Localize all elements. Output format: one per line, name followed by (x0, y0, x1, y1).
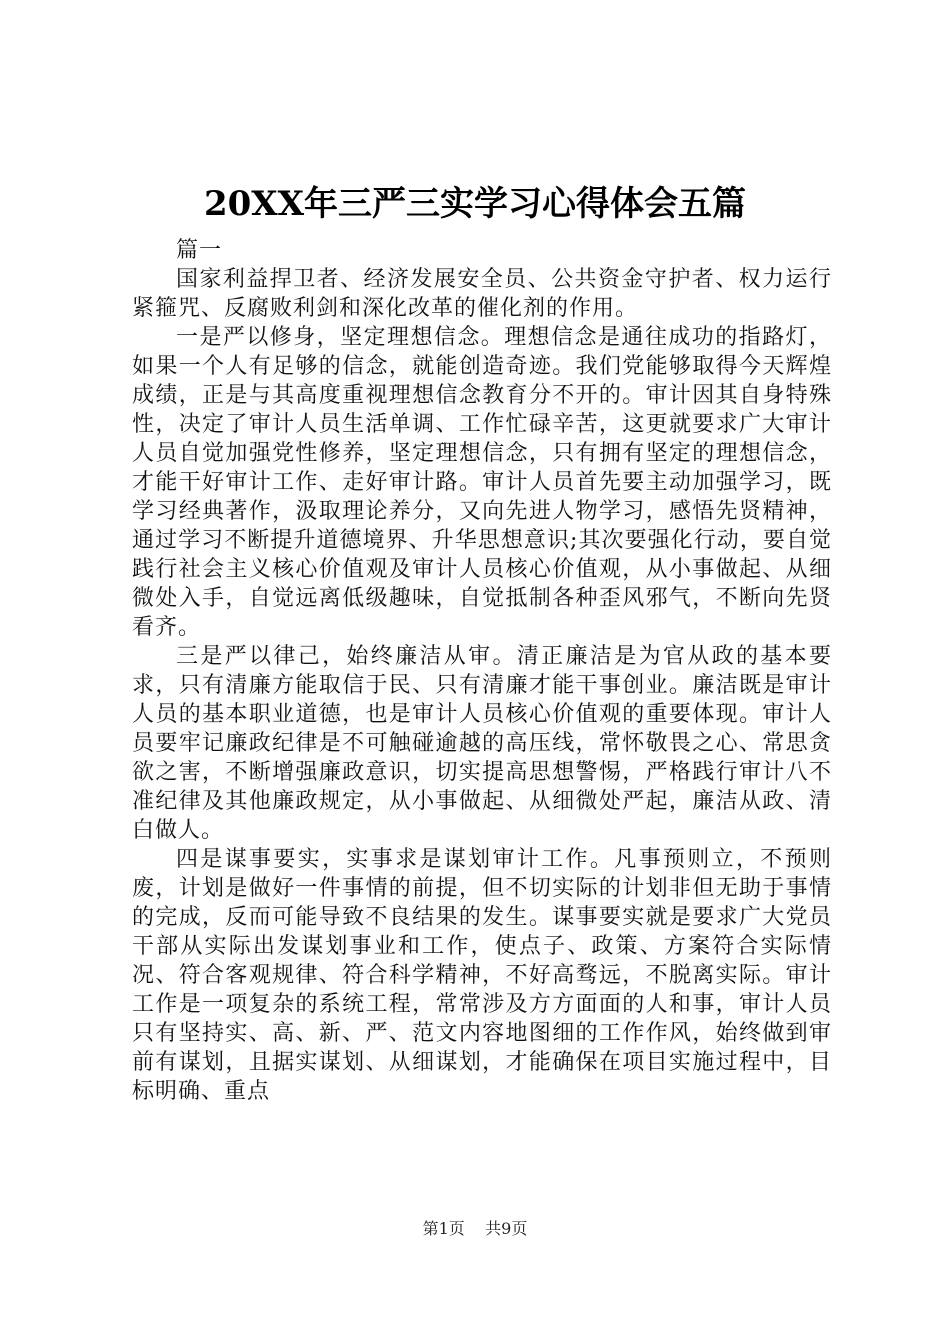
body-paragraph: 三是严以律己，始终廉洁从审。清正廉洁是为官从政的基本要求，只有清廉方能取信于民、只有清廉才能干事创业。廉洁既是审计人员的基本职业道德，也是审计人员核心价值观的重要体现。审计人员要牢记廉政纪律是不可触碰逾越的高压线，常怀敬畏之心、常思贪欲之害，不断增强廉政意识，切实提高思想警惕，严格践行审计八不准纪律及其他廉政规定，从小事做起、从细微处严起，廉洁从政、清白做人。 (132, 644, 832, 843)
page-footer (0, 1218, 950, 1240)
body-paragraph: 国家利益捍卫者、经济发展安全员、公共资金守护者、权力运行紧箍咒、反腐败利剑和深化改革的催化剂的作用。 (132, 267, 832, 321)
body-paragraph: 一是严以修身，坚定理想信念。理想信念是通往成功的指路灯，如果一个人有足够的信念，就能创造奇迹。我们党能够取得今天辉煌成绩，正是与其高度重视理想信念教育分不开的。审计因其自身特殊性，决定了审计人员生活单调、工作忙碌辛苦，这更就要求广大审计人员自觉加强党性修养，坚定理想信念，只有拥有坚定的理想信念，才能干好审计工作、走好审计路。审计人员首先要主动加强学习，既学习经典著作，汲取理论养分，又向先进人物学习，感悟先贤精神，通过学习不断提升道德境界、升华思想意识;其次要强化行动，要自觉践行社会主义核心价值观及审计人员核心价值观，从小事做起、从细微处入手，自觉远离低级趣味，自觉抵制各种歪风邪气，不断向先贤看齐。 (132, 325, 832, 640)
footer-spacer (470, 1219, 480, 1238)
body-paragraph: 四是谋事要实，实事求是谋划审计工作。凡事预则立，不预则废，计划是做好一件事情的前提，但不切实际的计划非但无助于事情的完成，反而可能导致不良结果的发生。谋事要实就是要求广大党员干部从实际出发谋划事业和工作，使点子、政策、方案符合实际情况、符合客观规律、符合科学精神，不好高骛远，不脱离实际。审计工作是一项复杂的系统工程，常常涉及方方面面的人和事，审计人员只有坚持实、高、新、严、范文内容地图细的工作作风，始终做到审前有谋划，且据实谋划、从细谋划，才能确保在项目实施过程中，目标明确、重点 (132, 847, 832, 1104)
section-heading: 篇一 (176, 238, 223, 263)
page-number: 第1页 (422, 1219, 465, 1238)
document-title: 20XX年三严三实学习心得体会五篇 (203, 184, 747, 224)
document-body (132, 236, 832, 1106)
total-pages: 共9页 (485, 1219, 528, 1238)
